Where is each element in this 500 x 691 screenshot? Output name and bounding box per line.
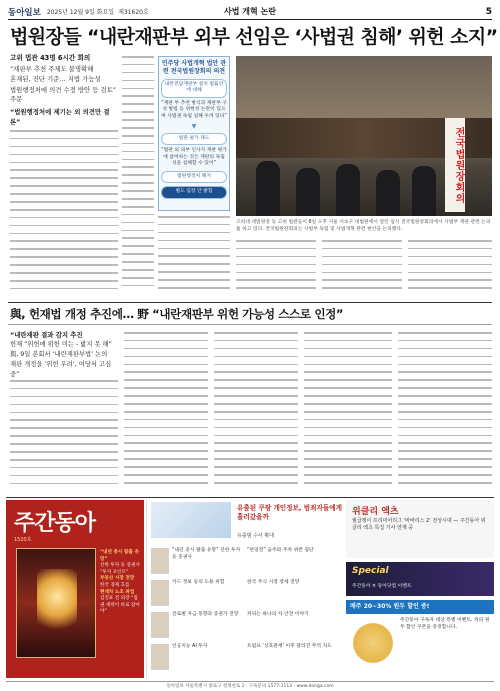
lead-subheads <box>10 54 118 128</box>
coupang-list-right <box>247 548 341 676</box>
weekly-issue: 1520호 <box>14 537 32 543</box>
coffee-event-ad[interactable] <box>346 600 494 678</box>
list-item[interactable] <box>151 548 245 578</box>
list-item[interactable] <box>151 580 245 610</box>
weekly-culture-heading: 위클리 엑츠 <box>352 507 399 517</box>
list-item[interactable] <box>247 580 341 610</box>
thumbnail <box>151 644 169 670</box>
article2-subheads <box>10 330 120 380</box>
second-headline: 與, 헌재법 개정 추진에… 野 “내란재판부 위헌 가능성 스스로 인정” <box>10 307 344 321</box>
thumbnail <box>151 548 169 574</box>
person-silhouette <box>256 161 280 216</box>
conference-banner: 전국법원장회의 <box>445 118 465 212</box>
article2-body-col5 <box>398 332 492 492</box>
infographic-pill-1: 내란전담재판부 설치 법률안에 대해 <box>161 79 227 98</box>
article1-body-col1 <box>10 130 118 298</box>
list-item[interactable] <box>247 548 341 578</box>
list-item-text: 글로벌 자금 동향과 증권가 전망 <box>172 612 239 617</box>
person-silhouette <box>376 170 400 216</box>
list-item[interactable] <box>151 612 245 642</box>
infographic-quote-2: “법관 외 외부 인사가 재판 평가에 참여하는 것은 재판의 독립성을 침해할 수 있어” <box>161 148 227 167</box>
subhead-1: 고위 법관 43명 6시간 회의 <box>10 54 91 62</box>
weekly-side-3: 부동산 시장 전망 <box>100 576 135 582</box>
weekly-side-6: 김진표 전 의장 “집권 세력이 바로 잡아야” <box>100 596 140 615</box>
weekly-donga-ad[interactable] <box>6 500 144 678</box>
coupang-headline: 유출된 쿠팡 개인정보, 범죄자들에게 흘러갔을까 <box>237 504 342 521</box>
issue-date: 2025년 12월 9일 화요일 <box>46 9 115 16</box>
weekly-side-2: 신한 투자 등 증권사 “투자 포인트” <box>100 563 140 575</box>
person-silhouette <box>296 168 320 216</box>
special-sub: 주간동아 × 동아닷컴 이벤트 <box>352 584 412 589</box>
special-banner-ad[interactable] <box>346 562 494 596</box>
weekly-culture-text: 월급쟁이 프리미어리그 ‘바바리스 2’ 전성시대 — 주간동아 위클리 엑츠 특집 기사 연재 중 <box>352 518 486 531</box>
article2-body-col4 <box>304 332 392 492</box>
article2-subhead-3: 與, 9일 본회서 ‘내란재판부법’ 논의 <box>10 351 108 358</box>
article2-subhead-4: 재판 개정을 ‘위헌 우려’, 여당서 고심중” <box>10 361 112 378</box>
person-silhouette <box>336 164 360 216</box>
weekly-side-1: “내년 증시 탈출 유망” <box>100 550 139 562</box>
masthead <box>8 4 492 20</box>
subhead-3: 혼재된, 진단 기준… 지법 가능성 <box>10 75 101 84</box>
weekly-culture-ad[interactable] <box>346 500 494 558</box>
infographic-pill-3: 법원행정처 폐지 <box>161 171 227 183</box>
coupang-feature-ad[interactable] <box>146 500 344 678</box>
page-footer: 동아일보 서울특별시 종로구 청계천로 1 · 구독문의 1577-1113 · www.donga.com <box>6 681 494 689</box>
weekly-side-4: 한국 경제 흐름 <box>100 582 130 588</box>
subhead-5: “법원행정처에 제기는 외 의견만 결론” <box>10 107 110 126</box>
coupang-image <box>151 502 231 538</box>
page-number: 5 <box>485 6 492 17</box>
article1-body-col4 <box>236 240 316 298</box>
infographic-box <box>158 56 230 211</box>
person-silhouette <box>412 166 436 216</box>
infographic-quote-1: “재판 부 추천 방식과 재판부 구성 방법 등 위헌성 논란이 있으며 사법권 독립 침해 우려 있다” <box>161 100 227 119</box>
issue-number: 제31620호 <box>118 9 149 16</box>
ads-divider <box>6 497 494 498</box>
list-item-text: 한국 주식 시장 장세 전망 <box>247 580 300 585</box>
weekly-side-text <box>100 550 140 616</box>
photo-caption: 조희대 대법원장 등 고위 법관들이 8일 오후 서울 서초구 대법원에서 열린 임시 전국법원장회의에서 사법부 재판 관련 논의를 하고 있다. 전국법원장회의는 사법부 독립 및 사법개혁 관련 현안을 논의했다. <box>236 220 491 233</box>
list-item-text: 인공지능 AI 투자 <box>172 644 208 649</box>
conference-photo <box>236 56 492 216</box>
main-headline: 법원장들 “내란재판부 외부 선임은 ‘사법권 침해’ 위헌 소지” <box>10 26 498 48</box>
article1-body-col2 <box>122 56 154 298</box>
article1-body-col6 <box>408 240 492 298</box>
list-item-text: 커피는 하나의 차 안전 이야기 <box>247 612 309 617</box>
coupang-sub: 유출범 수사 확대 <box>237 533 274 539</box>
weekly-title: 주간동아 <box>14 511 96 536</box>
article2-body-col1 <box>10 380 118 492</box>
subhead-2: “재판부 추천 주체도 불명확해 <box>10 64 94 73</box>
article1-body-col3 <box>158 216 230 298</box>
infographic-title: 민주당 사법개혁 법안 관련 전국법원장회의 의견 <box>161 60 227 75</box>
list-item-text: 트럼프 ‘상호관세’ 이후 달라진 무역 지도 <box>247 644 332 649</box>
subhead-4: 법원행정처에 의견 수정 방안 등 검토” 주문 <box>10 85 117 104</box>
coffee-cup-icon <box>350 620 396 666</box>
list-item-text: 카드 정보 동의 도용 위험 <box>172 580 225 585</box>
list-item-text: “내년 증시 탈출 유망” 신한 투자 등 증권사 <box>172 548 241 560</box>
weekly-side-5: 현대차 노조 파업 <box>100 589 135 595</box>
magazine-cover <box>16 548 96 658</box>
list-item[interactable] <box>151 644 245 674</box>
article1-body-col5 <box>322 240 402 298</box>
list-item[interactable] <box>247 644 341 674</box>
article2-subhead-2: 헌재 “위헌에 위헌 미는 - 밟지 못 해” <box>10 341 112 348</box>
special-title: Special <box>352 566 389 576</box>
arrow-down-icon: ▼ <box>191 122 197 130</box>
right-ads-column <box>346 500 494 678</box>
christmas-tree-icon <box>37 569 77 639</box>
advertisement-area <box>6 500 494 678</box>
article-divider <box>8 302 492 303</box>
thumbnail <box>151 612 169 638</box>
article2-subhead-1: “내란재판 결과 감지 추진 <box>10 331 83 339</box>
list-item[interactable] <box>247 612 341 642</box>
event-text: 주간동아 구독자 대상 특별 이벤트. 커피 원두 할인 쿠폰을 증정합니다. <box>400 618 490 630</box>
article2-body-col2 <box>124 332 208 492</box>
list-item-text: “한일전” 음주와 주차 위반 집단 <box>247 548 314 553</box>
thumbnail <box>151 580 169 606</box>
infographic-pill-4: 별도 입장 안 밝힘 <box>161 186 227 198</box>
infographic-pill-2: 법관 평가 제도 <box>161 133 227 145</box>
event-bar: 매주 20~30% 원두 할인 중! <box>346 600 494 614</box>
headline-underline <box>8 324 492 325</box>
article2-body-col3 <box>214 332 298 492</box>
coupang-list-left <box>151 548 245 676</box>
newspaper-logo: 동아일보 <box>8 7 41 18</box>
section-title: 사법 개혁 논란 <box>224 7 276 16</box>
